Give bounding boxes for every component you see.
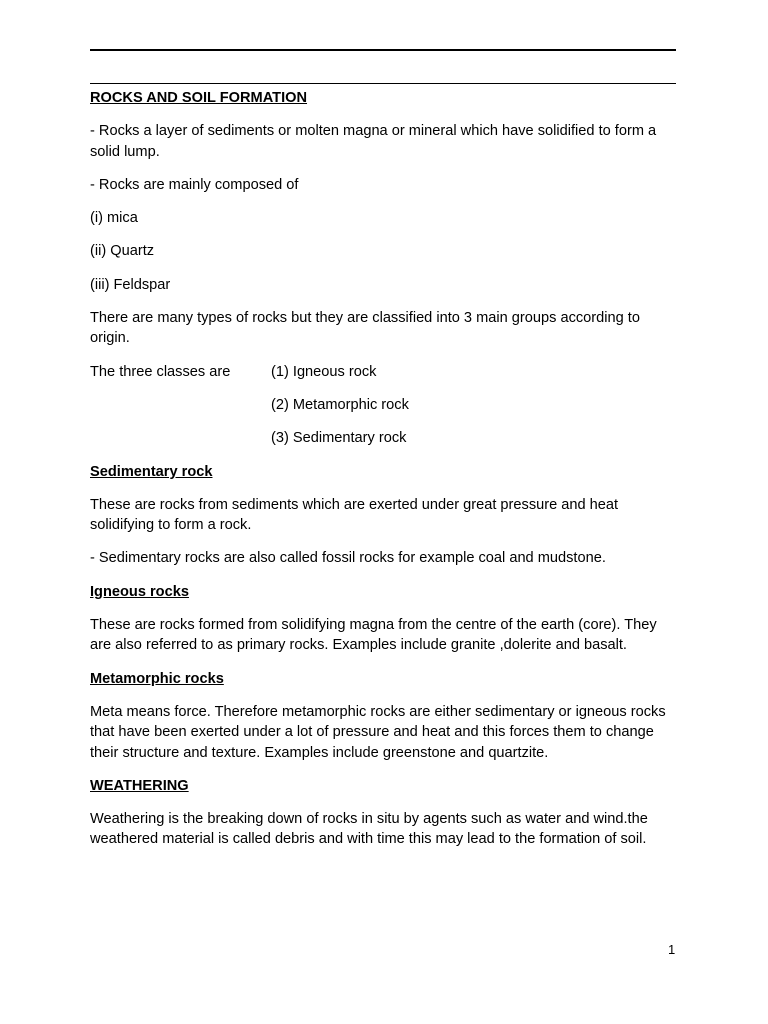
section-heading-igneous: Igneous rocks bbox=[90, 583, 189, 600]
section-heading-weathering: WEATHERING bbox=[90, 777, 189, 794]
page-number: 1 bbox=[668, 942, 676, 957]
section-paragraph: These are rocks formed from solidifying magna from the centre of the earth (core). They are also referred to as primary rocks. Examples include granite ,dolerite and basalt. bbox=[90, 617, 657, 654]
section-paragraph: Meta means force. Therefore metamorphic rocks are either sedimentary or igneous rocks that have been exerted under a lot of pressure and heat and this forces them to change their structure and texture. Examples include greenstone and quartzite. bbox=[90, 703, 666, 761]
rock-class-item: (1) Igneous rock bbox=[271, 363, 377, 380]
rock-classes-row bbox=[90, 395, 680, 415]
document-title: ROCKS AND SOIL FORMATION bbox=[90, 90, 308, 106]
rock-classes-row bbox=[90, 428, 680, 448]
section-paragraph: These are rocks from sediments which are exerted under great pressure and heat solidifying to form a rock. bbox=[90, 496, 619, 534]
rock-class-item: (3) Sedimentary rock bbox=[271, 430, 407, 447]
intro-paragraph: - Rocks a layer of sediments or molten magna or mineral which have solidified to form a solid lump. bbox=[90, 123, 657, 160]
rock-classes-lead: The three classes are bbox=[90, 363, 231, 380]
mineral-list-item: (i) mica bbox=[90, 210, 138, 227]
section-paragraph: Weathering is the breaking down of rocks in situ by agents such as water and wind.the weathered material is called debris and with time this may lead to the formation of soil. bbox=[90, 811, 648, 848]
intro-paragraph: - Rocks are mainly composed of bbox=[90, 176, 299, 193]
rock-class-item: (2) Metamorphic rock bbox=[271, 396, 409, 413]
document-body bbox=[90, 88, 680, 863]
header-rule-second bbox=[90, 83, 676, 84]
mineral-list-item: (ii) Quartz bbox=[90, 243, 155, 260]
section-heading-sedimentary: Sedimentary rock bbox=[90, 463, 213, 480]
section-paragraph: - Sedimentary rocks are also called fossil rocks for example coal and mudstone. bbox=[90, 550, 606, 567]
rock-classes-row bbox=[90, 362, 680, 382]
intro-paragraph: There are many types of rocks but they are classified into 3 main groups according to origin. bbox=[90, 310, 640, 347]
section-heading-metamorphic: Metamorphic rocks bbox=[90, 670, 224, 687]
header-rule-top bbox=[90, 49, 676, 51]
mineral-list-item: (iii) Feldspar bbox=[90, 276, 171, 293]
